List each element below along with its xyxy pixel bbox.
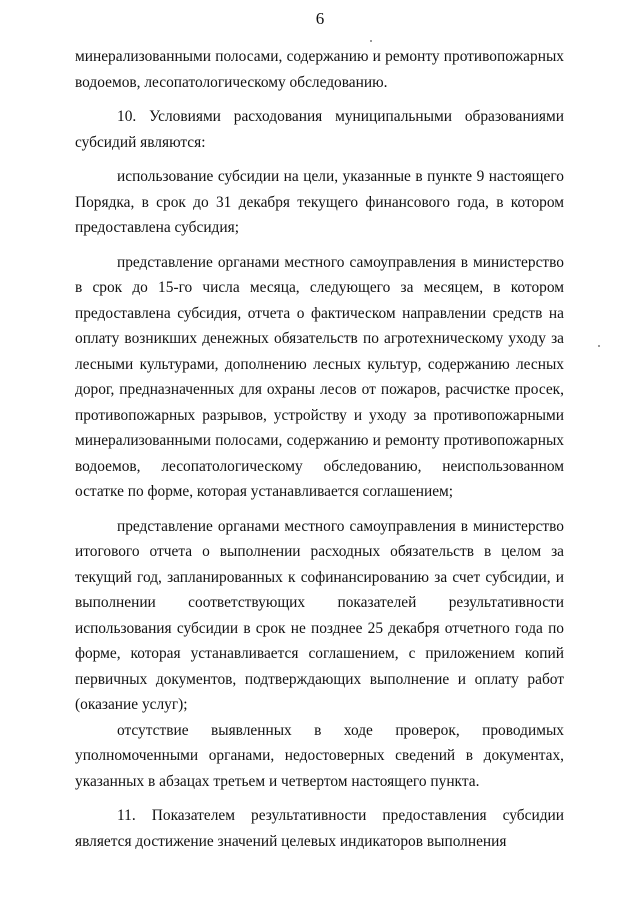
paragraph-item-11: 11. Показателем результативности предоставления субсидии является достижение значений целевых индикаторов выполнения	[75, 807, 564, 850]
scan-speck	[370, 40, 372, 42]
document-body	[75, 44, 564, 854]
paragraph-condition-usage: использование субсидии на цели, указанные в пункте 9 настоящего Порядка, в срок до 31 декабря текущего финансового года, в котором предоставлена субсидия;	[75, 168, 564, 236]
scan-speck	[598, 345, 600, 347]
paragraph-condition-no-violations: отсутствие выявленных в ходе проверок, проводимых уполномоченными органами, недостоверных сведений в документах, указанных в абзацах третьем и четвертом настоящего пункта.	[75, 721, 564, 790]
paragraph-continuation: минерализованными полосами, содержанию и ремонту противопожарных водоемов, лесопатологическому обследованию.	[75, 48, 564, 91]
paragraph-item-10-heading: 10. Условиями расходования муниципальными образованиями субсидий являются:	[75, 108, 564, 151]
paragraph-condition-final-report: представление органами местного самоуправления в министерство итогового отчета о выполнении расходных обязательств в целом за текущий год, запланированных к софинансированию за счет субсидии, и выполнении соответствующих показателей результативности использования субсидии в срок не позднее 25 декабря отчетного года по форме, которая устанавливается соглашением, с приложением копий первичных документов, подтверждающих выполнение и оплату работ (оказание услуг);	[75, 517, 564, 713]
paragraph-condition-report: представление органами местного самоуправления в министерство в срок до 15-го числа месяца, следующего за месяцем, в котором предоставлена субсидия, отчета о фактическом направлении средств на оплату возникших денежных обязательств по агротехническому уходу за лесными культурами, дополнению лесных культур, содержанию лесных дорог, предназначенных для охраны лесов от пожаров, расчистке просек, противопожарных разрывов, устройству и уходу за противопожарными минерализованными полосами, содержанию и ремонту противопожарных водоемов, лесопатологическому обследованию, неиспользованном остатке по форме, которая устанавливается соглашением;	[75, 253, 564, 500]
page-number: 6	[315, 9, 325, 28]
